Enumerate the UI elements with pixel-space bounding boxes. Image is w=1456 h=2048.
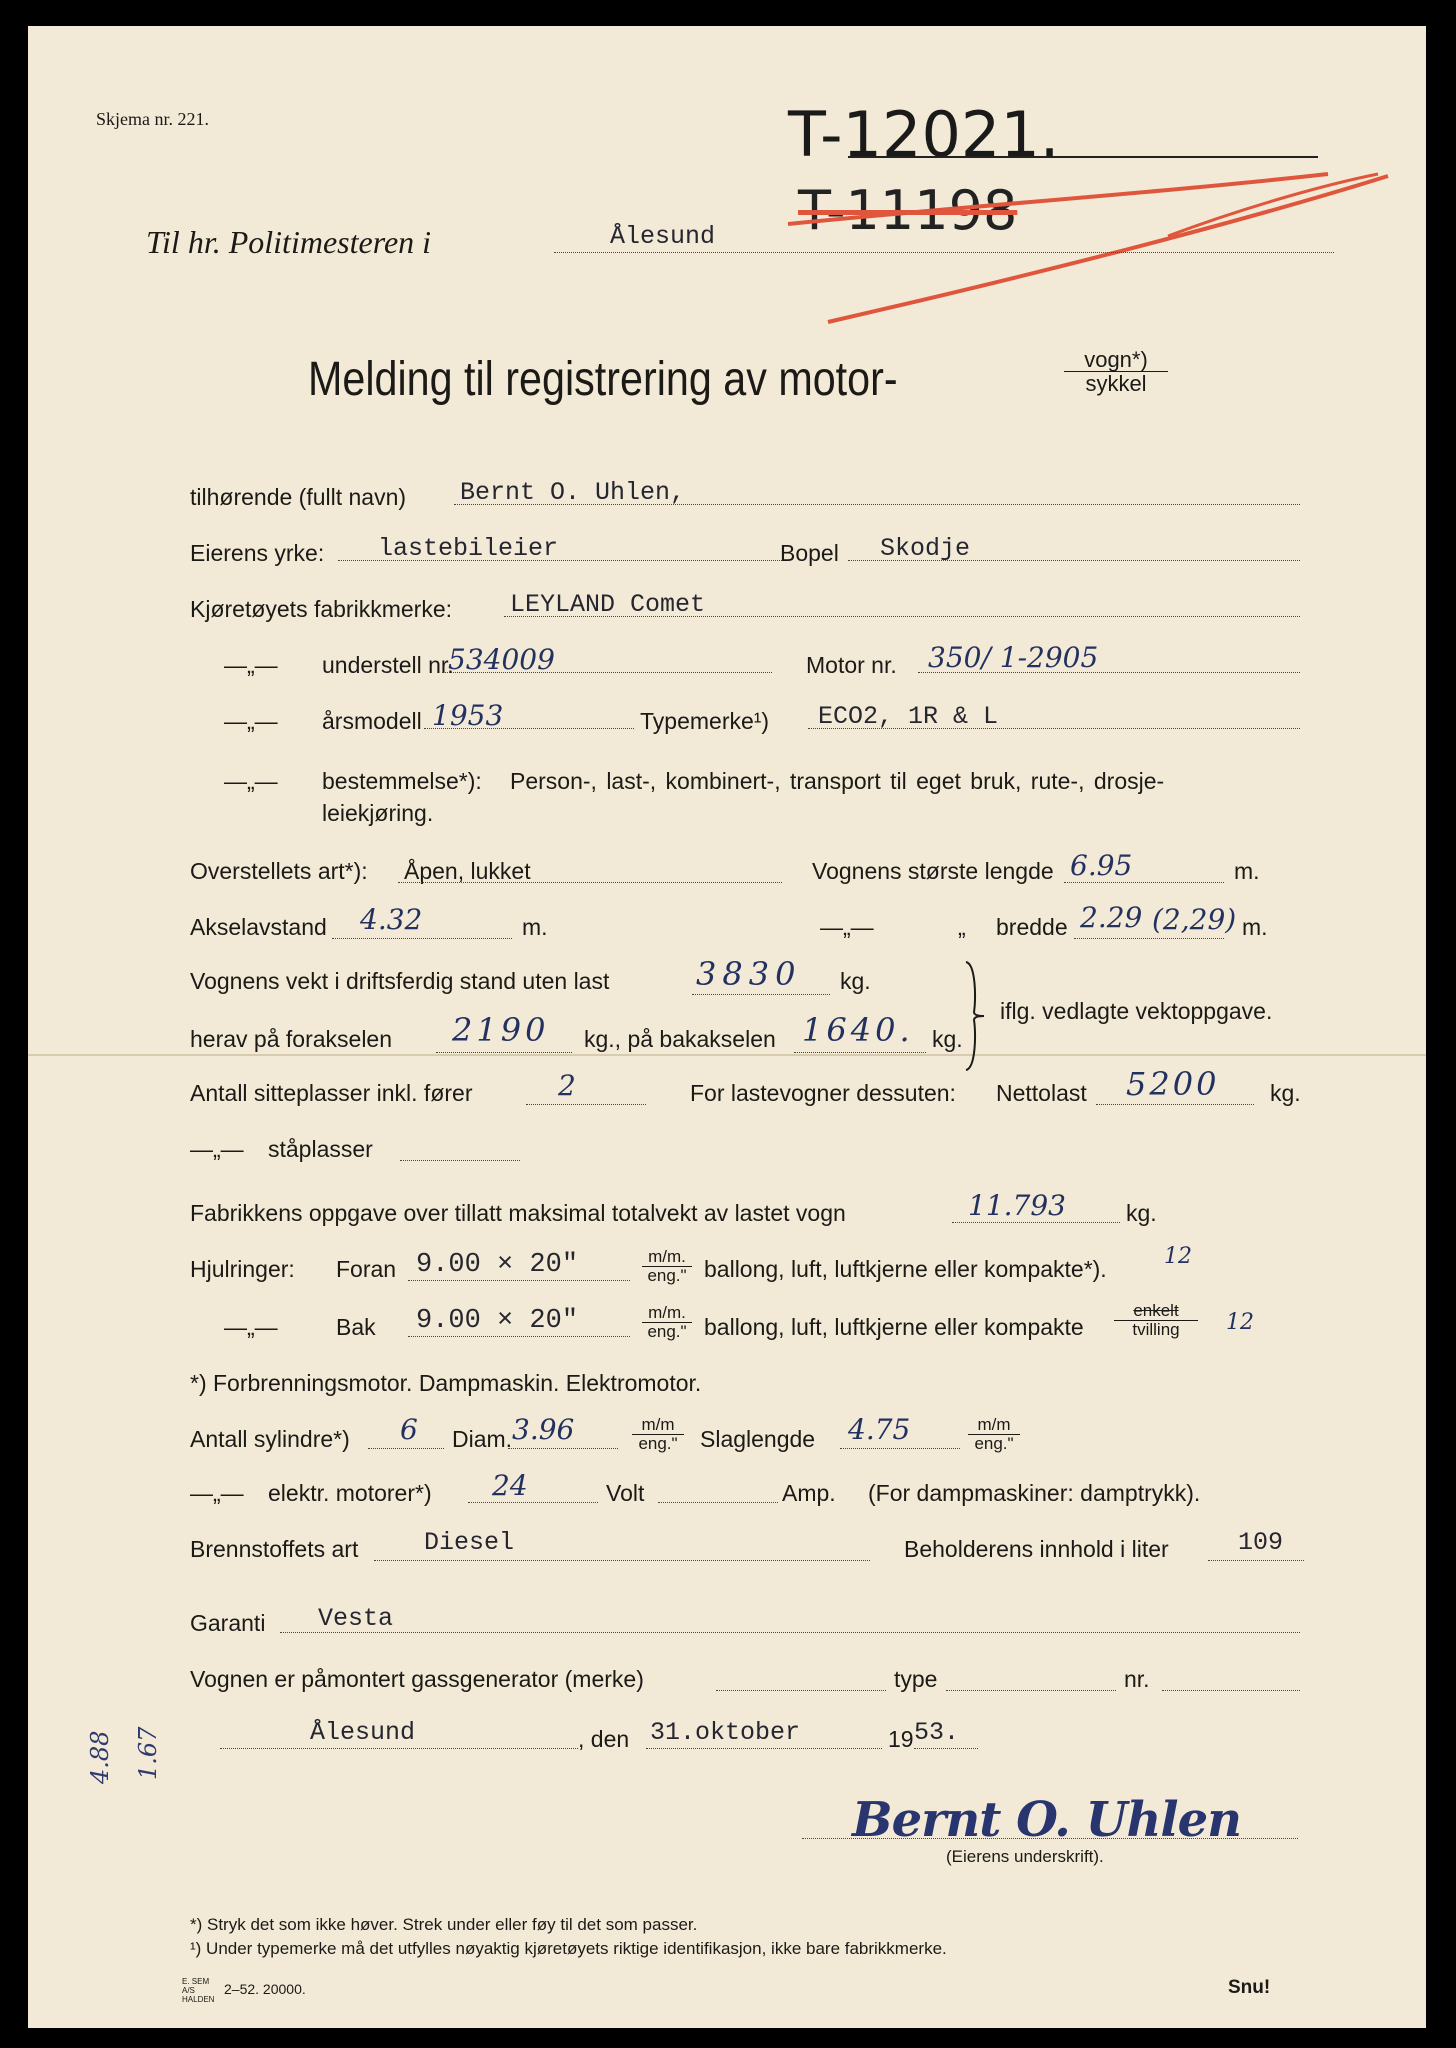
tyres-front-unit-bottom: eng." — [647, 1265, 687, 1285]
occupation-label: Eierens yrke: — [190, 540, 325, 566]
fuel-line — [374, 1560, 870, 1561]
owner-name-line — [454, 504, 1300, 505]
tyres-front-label: Foran — [336, 1256, 397, 1282]
length-value: 6.95 — [1070, 849, 1133, 882]
title-frac-bottom: sykkel — [1085, 371, 1147, 397]
purpose-options-cont: leiekjøring. — [322, 800, 434, 826]
seats-label: Antall sitteplasser inkl. fører — [190, 1080, 473, 1106]
chassis-line — [442, 672, 772, 673]
length-unit: m. — [1234, 858, 1260, 884]
stroke-line — [840, 1448, 960, 1449]
year-suffix: 53. — [914, 1718, 960, 1747]
form-number: Skjema nr. 221. — [96, 109, 209, 129]
tyres-front-unit-top: m/m. — [642, 1248, 692, 1267]
width-value: 2.29 — [1080, 901, 1143, 934]
residence-value: Skodje — [880, 534, 971, 563]
tyres-front-unit — [642, 1248, 692, 1285]
addressee-label: Til hr. Politimesteren i — [146, 224, 432, 260]
length-label: Vognens største lengde — [812, 858, 1054, 884]
year-label: årsmodell — [322, 708, 422, 734]
reg-underline — [848, 156, 1318, 158]
place-line — [220, 1748, 578, 1749]
rear-axle-unit: kg. — [932, 1026, 963, 1052]
standing-line — [400, 1160, 520, 1161]
seats-value: 2 — [558, 1069, 576, 1102]
curb-weight-line — [692, 994, 830, 995]
max-weight-unit: kg. — [1126, 1200, 1157, 1226]
tyres-rear-unit-bottom: eng." — [647, 1321, 687, 1341]
width-label: bredde — [996, 914, 1068, 940]
date-value: 31.oktober — [650, 1718, 801, 1747]
motor-label: Motor nr. — [806, 652, 897, 678]
tyres-rear-note: 12 — [1226, 1310, 1254, 1335]
weight-bracket — [962, 960, 986, 1072]
owner-signature: Bernt O. Uhlen — [852, 1792, 1242, 1848]
guarantee-label: Garanti — [190, 1610, 266, 1636]
residence-label: Bopel — [780, 540, 839, 566]
cylinders-line — [368, 1448, 444, 1449]
gas-nr-line — [1162, 1690, 1300, 1691]
ditto-2: —„— — [224, 708, 278, 734]
year-line — [914, 1748, 978, 1749]
tyres-rear-value: 9.00 × 20" — [416, 1306, 579, 1336]
gas-nr-label: nr. — [1124, 1666, 1150, 1692]
year-prefix: 19 — [888, 1726, 914, 1752]
volt-label: Volt — [606, 1480, 645, 1506]
ditto-7: —„— — [190, 1480, 244, 1506]
body-value: Åpen, lukket — [404, 858, 531, 884]
footnote-2: ¹) Under typemerke må det utfylles nøyaktig kjøretøyets riktige identifikasjon, ikke bare fabrikkmerke. — [190, 1939, 947, 1958]
ditto-3: —„— — [224, 768, 278, 794]
electric-motors-label: elektr. motorer*) — [268, 1480, 432, 1506]
motor-value: 350/ 1-2905 — [928, 641, 1099, 674]
guarantee-value: Vesta — [318, 1604, 394, 1633]
type-label: Typemerke¹) — [640, 708, 770, 734]
addressee-value: Ålesund — [610, 222, 716, 251]
tyres-rear-types: ballong, luft, luftkjerne eller kompakte — [704, 1314, 1084, 1340]
stroke-unit-top: m/m — [968, 1416, 1020, 1435]
length-line — [1064, 882, 1224, 883]
cylinders-value: 6 — [400, 1413, 418, 1446]
fuel-label: Brennstoffets art — [190, 1536, 359, 1562]
rear-axle-value: 1640. — [802, 1011, 914, 1049]
margin-note-1: 4.88 — [86, 1730, 114, 1784]
chassis-label: understell nr. — [322, 652, 454, 678]
gas-type-label: type — [894, 1666, 938, 1692]
guarantee-line — [280, 1632, 1300, 1633]
tyres-rear-twin: tvilling — [1132, 1319, 1180, 1339]
diameter-unit-bottom: eng." — [638, 1433, 678, 1453]
purpose-options: Person-, last-, kombinert-, transport til eget bruk, rute-, drosje- — [510, 768, 1165, 794]
cylinders-label: Antall sylindre*) — [190, 1426, 350, 1452]
amp-label: Amp. — [782, 1480, 836, 1506]
tank-line — [1208, 1560, 1304, 1561]
gas-generator-label: Vognen er påmontert gassgenerator (merke) — [190, 1666, 644, 1692]
signature-caption: (Eierens underskrift). — [946, 1847, 1104, 1866]
title-frac-top: vogn*) — [1064, 348, 1168, 372]
make-label: Kjøretøyets fabrikkmerke: — [190, 596, 452, 622]
diameter-line — [508, 1448, 618, 1449]
tyres-rear-line — [408, 1336, 630, 1337]
front-axle-value: 2190 — [452, 1011, 550, 1049]
gas-generator-line — [716, 1690, 886, 1691]
year-value: 1953 — [432, 699, 504, 732]
print-run: 2–52. 20000. — [224, 1981, 306, 1997]
turn-over-note: Snu! — [1228, 1977, 1271, 1998]
stroke-label: Slaglengde — [700, 1426, 816, 1452]
volt-line — [468, 1502, 598, 1503]
ditto-5: —„— — [190, 1136, 244, 1162]
payload-line — [1096, 1104, 1254, 1105]
registration-form — [28, 26, 1426, 2028]
tyres-front-types: ballong, luft, luftkjerne eller kompakte*). — [704, 1256, 1107, 1282]
truck-label: For lastevogner dessuten: — [690, 1080, 956, 1106]
fold-line — [28, 1054, 1426, 1056]
ditto-6: —„— — [224, 1314, 278, 1340]
date-den: , den — [578, 1726, 630, 1752]
tank-value: 109 — [1238, 1528, 1284, 1557]
width-line — [1074, 938, 1224, 939]
max-weight-value: 11.793 — [968, 1189, 1066, 1222]
stroke-unit — [968, 1416, 1020, 1453]
front-axle-label: herav på forakselen — [190, 1026, 393, 1052]
body-line — [398, 882, 782, 883]
type-value: ECO2, 1R & L — [818, 702, 999, 731]
place-value: Ålesund — [310, 1718, 416, 1747]
registration-number-old: T-11198 — [798, 179, 1018, 242]
form-title: Melding til registrering av motor- — [308, 353, 898, 406]
type-line — [808, 728, 1300, 729]
width-unit: m. — [1242, 914, 1268, 940]
owner-name-label: tilhørende (fullt navn) — [190, 484, 407, 510]
payload-value: 5200 — [1126, 1065, 1220, 1103]
tank-label: Beholderens innhold i liter — [904, 1536, 1169, 1562]
diameter-value: 3.96 — [512, 1413, 575, 1446]
gas-type-line — [946, 1690, 1116, 1691]
purpose-label: bestemmelse*): — [322, 768, 482, 794]
make-value: LEYLAND Comet — [510, 590, 706, 619]
payload-unit: kg. — [1270, 1080, 1301, 1106]
standing-label: ståplasser — [268, 1136, 373, 1162]
wheelbase-label: Akselavstand — [190, 914, 327, 940]
date-line — [646, 1748, 882, 1749]
max-weight-line — [952, 1222, 1120, 1223]
payload-label: Nettolast — [996, 1080, 1087, 1106]
stroke-unit-bottom: eng." — [974, 1433, 1014, 1453]
body-label: Overstellets art*): — [190, 858, 368, 884]
wheelbase-line — [332, 938, 512, 939]
weight-note: iflg. vedlagte vektoppgave. — [1000, 998, 1273, 1024]
red-strike-mark — [768, 166, 1408, 336]
diameter-unit-top: m/m — [632, 1416, 684, 1435]
curb-weight-value: 3830 — [696, 955, 802, 993]
ditto-1: —„— — [224, 652, 278, 678]
ditto-4: —„— — [820, 914, 874, 940]
motor-line — [918, 672, 1300, 673]
tyres-rear-unit-top: m/m. — [642, 1304, 692, 1323]
volt-value: 24 — [492, 1469, 528, 1502]
curb-weight-unit: kg. — [840, 968, 871, 994]
rear-axle-line — [794, 1052, 926, 1053]
tyres-rear-label: Bak — [336, 1314, 376, 1340]
diameter-unit — [632, 1416, 684, 1453]
signature-line — [802, 1838, 1298, 1839]
tyres-front-value: 9.00 × 20" — [416, 1250, 579, 1280]
width-correction: (2,29) — [1152, 903, 1237, 936]
title-fraction — [1064, 348, 1168, 395]
residence-line — [848, 560, 1300, 561]
occupation-line — [338, 560, 788, 561]
wheelbase-unit: m. — [522, 914, 548, 940]
year-line — [424, 728, 634, 729]
seats-line — [526, 1104, 646, 1105]
addressee-line — [554, 252, 1334, 253]
tyres-front-line — [408, 1280, 630, 1281]
make-line — [504, 616, 1300, 617]
curb-weight-label: Vognens vekt i driftsferdig stand uten last — [190, 968, 610, 994]
diameter-label: Diam. — [452, 1426, 513, 1452]
tyres-rear-struck: enkelt — [1114, 1302, 1198, 1321]
tyres-label: Hjulringer: — [190, 1256, 295, 1282]
wheelbase-value: 4.32 — [360, 903, 423, 936]
tyres-rear-unit — [642, 1304, 692, 1341]
owner-name-value: Bernt O. Uhlen, — [460, 478, 686, 507]
registration-number-new: T-12021. — [788, 98, 1060, 171]
amp-line — [658, 1502, 778, 1503]
occupation-value: lastebileier — [378, 534, 559, 563]
rear-axle-label: kg., på bakakselen — [584, 1026, 776, 1052]
printer-imprint: E. SEM A/S HALDEN — [182, 1977, 215, 2004]
max-weight-label: Fabrikkens oppgave over tillatt maksimal totalvekt av lastet vogn — [190, 1200, 846, 1226]
width-ditto: „ — [958, 914, 966, 940]
steam-note: (For dampmaskiner: damptrykk). — [868, 1480, 1201, 1506]
front-axle-line — [436, 1052, 572, 1053]
margin-note-2: 1.67 — [134, 1726, 162, 1780]
chassis-value: 534009 — [448, 643, 555, 676]
footnote-1: *) Stryk det som ikke høver. Strek under eller føy til det som passer. — [190, 1915, 698, 1934]
fuel-value: Diesel — [424, 1528, 515, 1557]
engine-types: *) Forbrenningsmotor. Dampmaskin. Elektromotor. — [190, 1370, 702, 1396]
stroke-value: 4.75 — [848, 1413, 911, 1446]
tyres-rear-kind — [1114, 1302, 1198, 1339]
tyres-front-note: 12 — [1164, 1244, 1192, 1269]
